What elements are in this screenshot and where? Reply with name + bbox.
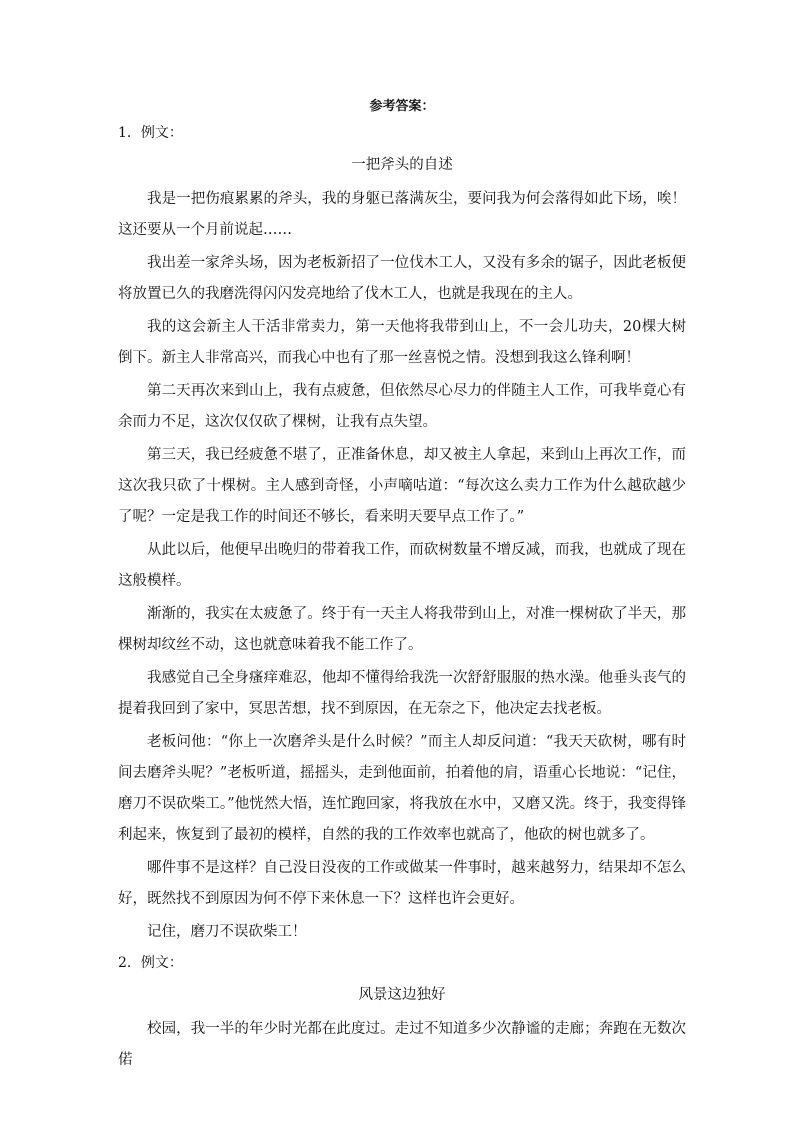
paragraph: 我是一把伤痕累累的斧头，我的身躯已落满灰尘，要问我为何会落得如此下场，唉！这还要从一个月前说起…… — [118, 191, 686, 238]
essay-title-1: 一把斧头的自述 — [351, 157, 453, 173]
question-number-1: 1．例文： — [118, 125, 183, 141]
paragraph: 校园，我一半的年少时光都在此度过。走过不知道多少次静谧的走廊；奔跑在无数次偌 — [118, 1021, 686, 1068]
paragraph: 我出差一家斧头场，因为老板新招了一位伐木工人，又没有多余的锯子，因此老板便将放置已久的我磨洗得闪闪发亮地给了伐木工人，也就是我现在的主人。 — [118, 255, 686, 302]
paragraph: 第三天，我已经疲惫不堪了，正准备休息，却又被主人拿起，来到山上再次工作，而这次我只砍了十棵树。主人感到奇怪，小声嘀咕道：“每次这么卖力工作为什么越砍越少了呢？一定是我工作的时间还不够长，看来明天要早点工作了。” — [118, 447, 686, 525]
paragraph: 老板问他：“你上一次磨斧头是什么时候？”而主人却反问道：“我天天砍树，哪有时间去磨斧头呢？”老板听道，摇摇头，走到他面前，拍着他的肩，语重心长地说：“记住，磨刀不误砍柴工。”他恍然大悟，连忙跑回家，将我放在水中，又磨又洗。终于，我变得锋利起来，恢复到了最初的模样，自然的我的工作效率也就高了，他砍的树也就多了。 — [118, 734, 686, 843]
paragraph: 我感觉自己全身瘙痒难忍，他却不懂得给我洗一次舒舒服服的热水澡。他垂头丧气的提着我回到了家中，冥思苦想，找不到原因，在无奈之下，他决定去找老板。 — [118, 670, 686, 717]
question-number-2: 2．例文： — [118, 955, 183, 971]
paragraph: 哪件事不是这样？自己没日没夜的工作或做某一件事时，越来越努力，结果却不怎么好，既然找不到原因为何不停下来休息一下？这样也许会更好。 — [118, 860, 686, 907]
paragraph: 第二天再次来到山上，我有点疲惫，但依然尽心尽力的伴随主人工作，可我毕竟心有余而力不足，这次仅仅砍了棵树，让我有点失望。 — [118, 383, 686, 430]
paragraph: 渐渐的，我实在太疲惫了。终于有一天主人将我带到山上，对准一棵树砍了半天，那棵树却纹丝不动，这也就意味着我不能工作了。 — [118, 606, 686, 653]
paragraph: 我的这会新主人干活非常卖力，第一天他将我带到山上，不一会儿功夫，20棵大树倒下。新主人非常高兴，而我心中也有了那一丝喜悦之情。没想到我这么锋利啊！ — [118, 319, 686, 366]
paragraph: 记住，磨刀不误砍柴工！ — [147, 924, 307, 940]
paragraph: 从此以后，他便早出晚归的带着我工作，而砍树数量不增反减，而我，也就成了现在这般模样。 — [118, 542, 686, 589]
answer-document — [118, 94, 686, 1078]
page-title: 参考答案： — [369, 99, 435, 114]
essay-title-2: 风景这边独好 — [358, 987, 446, 1003]
